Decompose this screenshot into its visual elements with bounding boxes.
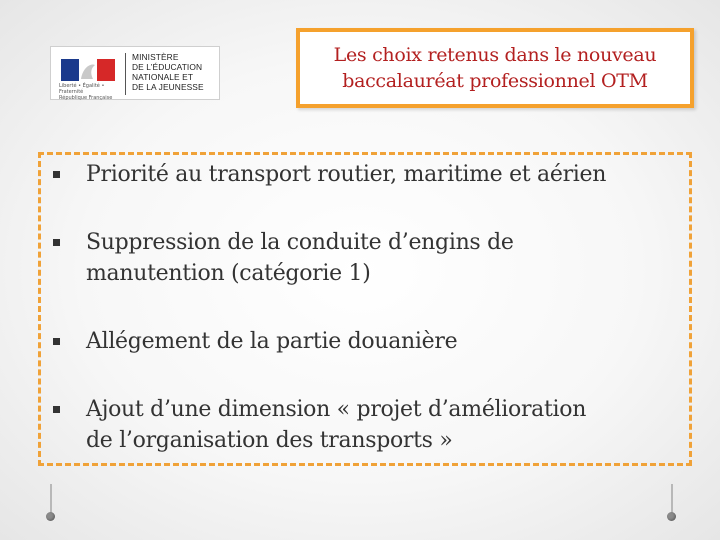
square-bullet-icon xyxy=(53,338,60,345)
square-bullet-icon xyxy=(53,406,60,413)
bullet-item xyxy=(53,159,683,190)
ministry-name: MINISTÈRE DE L’ÉDUCATION NATIONALE ET DE LA JEUNESSE xyxy=(132,52,204,92)
bullet-text: Allégement de la partie douanière xyxy=(86,329,458,354)
decorative-line-left xyxy=(50,484,52,514)
bullet-list xyxy=(38,152,692,466)
square-bullet-icon xyxy=(53,171,60,178)
ministry-logo xyxy=(50,46,220,100)
decorative-dot-right xyxy=(667,512,676,521)
bullet-text: Ajout d’une dimension « projet d’amélioration xyxy=(86,397,587,422)
logo-separator xyxy=(125,53,126,95)
bullet-text-continued: de l’organisation des transports » xyxy=(86,428,453,453)
marianne-flag-icon xyxy=(61,59,115,81)
bullet-item xyxy=(53,227,683,289)
slide-title-box xyxy=(296,28,694,108)
decorative-line-right xyxy=(671,484,673,514)
slide-title-line-1: Les choix retenus dans le nouveau xyxy=(333,44,657,66)
marianne-emblem xyxy=(57,53,119,101)
decorative-dot-left xyxy=(46,512,55,521)
slide-title-line-2: baccalauréat professionnel OTM xyxy=(342,70,648,92)
bullet-item xyxy=(53,394,683,456)
bullet-item xyxy=(53,326,683,357)
logo-motto: Liberté • Égalité • Fraternité République Française xyxy=(59,83,113,101)
bullet-text: Priorité au transport routier, maritime et aérien xyxy=(86,162,607,187)
bullet-text: Suppression de la conduite d’engins de xyxy=(86,230,514,255)
square-bullet-icon xyxy=(53,239,60,246)
bullet-text-continued: manutention (catégorie 1) xyxy=(86,261,371,286)
